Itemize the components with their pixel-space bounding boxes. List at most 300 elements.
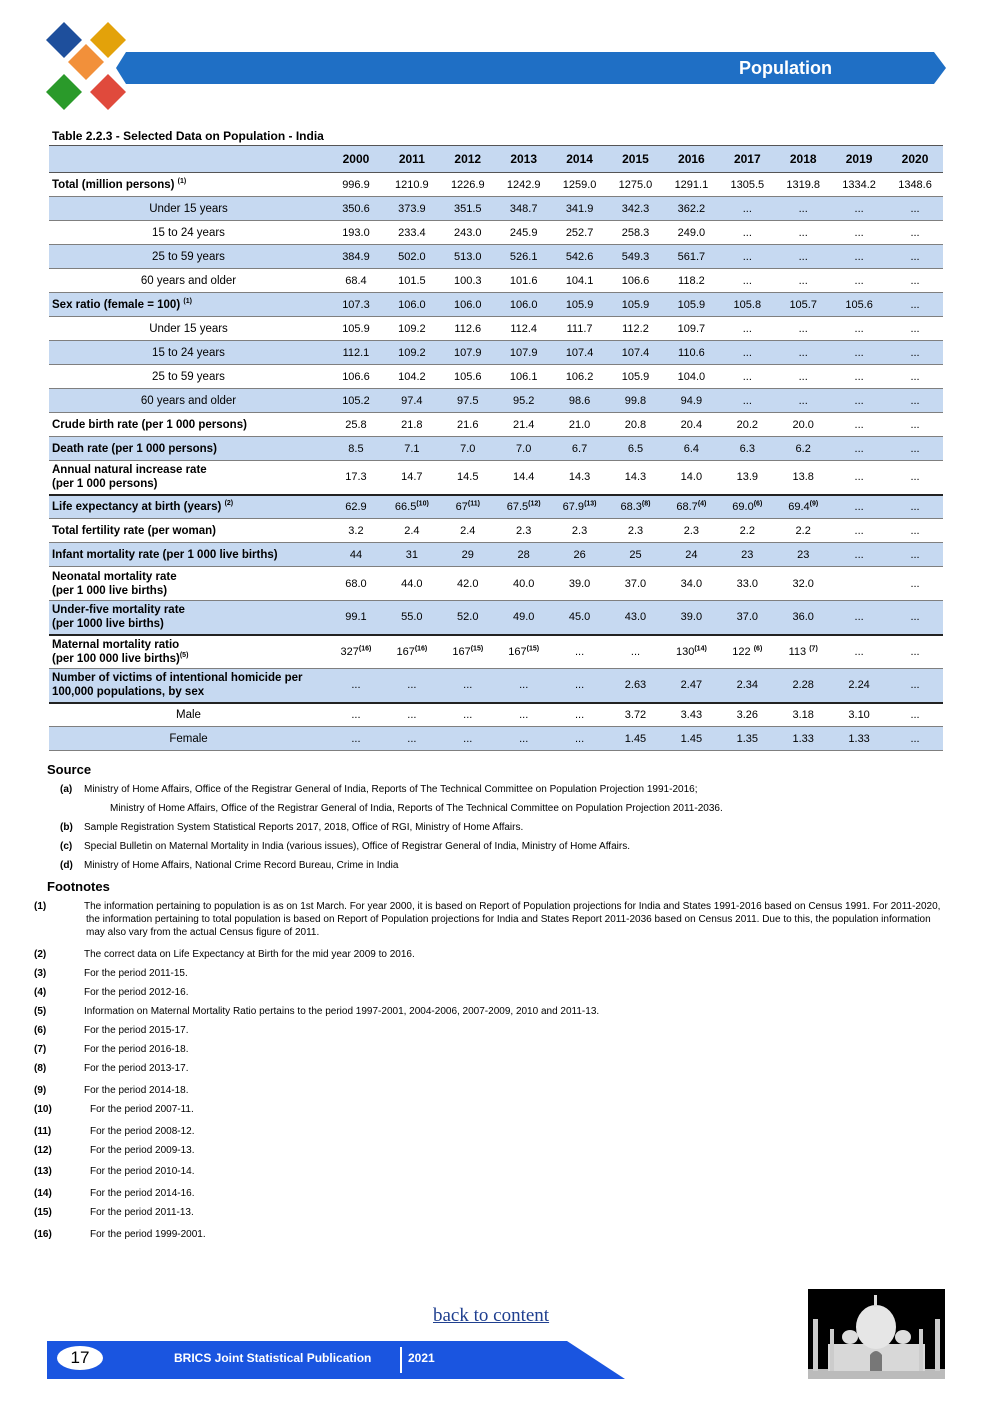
- table-cell: 6.4: [663, 437, 719, 461]
- table-cell: 2.3: [496, 519, 552, 543]
- table-cell: 14.7: [384, 461, 440, 495]
- table-row: [49, 669, 943, 703]
- row-label: [49, 413, 328, 437]
- table-cell: 111.7: [552, 317, 608, 341]
- table-cell: 105.8: [719, 293, 775, 317]
- row-label: [49, 437, 328, 461]
- row-label-text: Neonatal mortality rate: [52, 570, 177, 583]
- table-cell: ...: [831, 437, 887, 461]
- table-cell: 3.10: [831, 703, 887, 727]
- footnote-key: (15): [34, 1207, 52, 1218]
- table-cell: 45.0: [552, 601, 608, 635]
- table-cell: 99.8: [608, 389, 664, 413]
- table-cell: 24: [663, 543, 719, 567]
- table-cell: 21.4: [496, 413, 552, 437]
- table-cell: 105.2: [328, 389, 384, 413]
- table-cell: 1.45: [663, 727, 719, 751]
- source-key: (d): [60, 860, 73, 871]
- table-cell: 67.5$^{(12)}$: [496, 495, 552, 519]
- table-cell: 130$^{(14)}$: [663, 635, 719, 669]
- table-cell: 101.5: [384, 269, 440, 293]
- table-row: [49, 567, 943, 601]
- table-cell: 1319.8: [775, 173, 831, 197]
- row-label: [49, 601, 328, 635]
- table-row: [49, 413, 943, 437]
- table-cell: 502.0: [384, 245, 440, 269]
- table-cell: 52.0: [440, 601, 496, 635]
- row-label-text: 100,000 populations, by sex: [52, 686, 205, 699]
- table-cell: 20.0: [775, 413, 831, 437]
- table-cell: ...: [719, 197, 775, 221]
- source-text: Sample Registration System Statistical Reports 2017, 2018, Office of RGI, Ministry of Home Affairs.: [84, 822, 524, 833]
- table-cell: 104.1: [552, 269, 608, 293]
- table-cell: 105.9: [552, 293, 608, 317]
- table-row: [49, 601, 943, 635]
- table-cell: 122 $^{(6)}$: [719, 635, 775, 669]
- table-cell: 44: [328, 543, 384, 567]
- table-cell: ...: [831, 221, 887, 245]
- table-cell: ...: [887, 197, 943, 221]
- table-cell: ...: [831, 245, 887, 269]
- table-cell: 1275.0: [608, 173, 664, 197]
- row-label: [49, 341, 328, 365]
- year-header: 2013: [496, 146, 552, 173]
- table-cell: 6.7: [552, 437, 608, 461]
- table-cell: 39.0: [552, 567, 608, 601]
- row-label-text: Under 15 years: [149, 202, 228, 215]
- footer-separator: [400, 1347, 402, 1373]
- table-cell: 98.6: [552, 389, 608, 413]
- table-cell: 1.45: [608, 727, 664, 751]
- table-cell: 36.0: [775, 601, 831, 635]
- source-item: [60, 821, 930, 834]
- row-label: [49, 703, 328, 727]
- table-cell: 6.2: [775, 437, 831, 461]
- source-text: Ministry of Home Affairs, Office of the Registrar General of India, Reports of The Technical Committee on Population Projection 1991-2016;: [84, 784, 698, 795]
- table-cell: 1305.5: [719, 173, 775, 197]
- cell-footnote: (15): [470, 645, 484, 653]
- table-cell: ...: [831, 601, 887, 635]
- table-cell: ...: [887, 601, 943, 635]
- row-label: [49, 567, 328, 601]
- table-cell: 106.6: [328, 365, 384, 389]
- table-cell: 1259.0: [552, 173, 608, 197]
- row-label: [49, 635, 328, 669]
- table-cell: ...: [552, 635, 608, 669]
- table-cell: 21.0: [552, 413, 608, 437]
- table-cell: ...: [328, 703, 384, 727]
- footnote-text: For the period 2013-17.: [84, 1063, 189, 1074]
- table-cell: 110.6: [663, 341, 719, 365]
- footnote-text: For the period 2014-18.: [84, 1085, 189, 1096]
- table-cell: ...: [775, 317, 831, 341]
- table-cell: 167$^{(16)}$: [384, 635, 440, 669]
- row-label-text: 15 to 24 years: [152, 346, 225, 359]
- table-cell: 341.9: [552, 197, 608, 221]
- table-cell: 351.5: [440, 197, 496, 221]
- table-cell: ...: [384, 703, 440, 727]
- table-cell: 67.9$^{(13)}$: [552, 495, 608, 519]
- footnote-key: (3): [34, 968, 47, 979]
- row-label: [49, 727, 328, 751]
- row-label: [49, 245, 328, 269]
- table-cell: 105.9: [608, 293, 664, 317]
- footnote-text: The correct data on Life Expectancy at Birth for the mid year 2009 to 2016.: [84, 949, 415, 960]
- footnote-item: [34, 1005, 944, 1018]
- table-cell: 29: [440, 543, 496, 567]
- table-row: [49, 519, 943, 543]
- table-cell: ...: [775, 269, 831, 293]
- cell-footnote: (14): [694, 645, 707, 653]
- cell-footnote: (6): [753, 645, 763, 653]
- table-cell: 106.1: [496, 365, 552, 389]
- table-cell: 233.4: [384, 221, 440, 245]
- table-cell: ...: [440, 703, 496, 727]
- table-cell: ...: [887, 567, 943, 601]
- table-cell: 112.4: [496, 317, 552, 341]
- footnote-item: [34, 967, 944, 980]
- source-text: Ministry of Home Affairs, Office of the Registrar General of India, Reports of The Technical Committee on Population Projection 2011-2036.: [110, 803, 723, 814]
- table-cell: 14.4: [496, 461, 552, 495]
- table-cell: 1334.2: [831, 173, 887, 197]
- table-cell: 109.2: [384, 341, 440, 365]
- footnote-key: (4): [34, 987, 47, 998]
- table-cell: 362.2: [663, 197, 719, 221]
- table-cell: ...: [719, 269, 775, 293]
- footnote-key: (14): [34, 1188, 52, 1199]
- footnote-key: (13): [34, 1166, 52, 1177]
- table-row: [49, 293, 943, 317]
- cell-footnote: (9): [809, 500, 819, 508]
- table-cell: 107.4: [608, 341, 664, 365]
- table-cell: ...: [552, 669, 608, 703]
- row-label-text: Total (million persons): [52, 178, 175, 191]
- table-cell: 549.3: [608, 245, 664, 269]
- table-cell: 101.6: [496, 269, 552, 293]
- table-cell: ...: [887, 365, 943, 389]
- table-cell: ...: [831, 635, 887, 669]
- table-row: [49, 221, 943, 245]
- table-cell: 526.1: [496, 245, 552, 269]
- footnote-key: (5): [34, 1006, 47, 1017]
- table-cell: 109.2: [384, 317, 440, 341]
- table-cell: ...: [719, 341, 775, 365]
- table-cell: ...: [831, 413, 887, 437]
- table-cell: ...: [887, 437, 943, 461]
- table-cell: ...: [608, 635, 664, 669]
- cell-footnote: (13): [584, 500, 597, 508]
- footnote-text: For the period 2015-17.: [84, 1025, 189, 1036]
- table-cell: ...: [887, 245, 943, 269]
- row-label-text: Number of victims of intentional homicide per: [52, 672, 303, 685]
- row-label: [49, 461, 328, 495]
- table-cell: ...: [887, 669, 943, 703]
- source-key: (b): [60, 822, 73, 833]
- row-label-text: 25 to 59 years: [152, 250, 225, 263]
- year-header: 2000: [328, 146, 384, 173]
- row-label-text: Infant mortality rate (per 1 000 live births): [52, 548, 278, 561]
- table-cell: 342.3: [608, 197, 664, 221]
- table-cell: 106.0: [384, 293, 440, 317]
- row-label-text: Under 15 years: [149, 322, 228, 335]
- table-cell: ...: [775, 245, 831, 269]
- year-header: 2016: [663, 146, 719, 173]
- back-to-content-link[interactable]: back to content: [433, 1305, 550, 1326]
- table-cell: ...: [775, 221, 831, 245]
- table-cell: 105.7: [775, 293, 831, 317]
- table-cell: 32.0: [775, 567, 831, 601]
- table-cell: 39.0: [663, 601, 719, 635]
- row-label: [49, 293, 328, 317]
- table-cell: ...: [831, 389, 887, 413]
- row-label: [49, 173, 328, 197]
- table-row: [49, 635, 943, 669]
- table-cell: 1.33: [831, 727, 887, 751]
- table-cell: 69.4$^{(9)}$: [775, 495, 831, 519]
- table-cell: 1242.9: [496, 173, 552, 197]
- footnote-key: (12): [34, 1145, 52, 1156]
- header-blank: [49, 146, 328, 173]
- row-label: [49, 365, 328, 389]
- table-cell: ...: [552, 727, 608, 751]
- row-label-text: Crude birth rate (per 1 000 persons): [52, 418, 247, 431]
- table-cell: 3.26: [719, 703, 775, 727]
- table-cell: 105.9: [608, 365, 664, 389]
- table-cell: 37.0: [719, 601, 775, 635]
- footnote-text: For the period 2010-14.: [90, 1166, 195, 1177]
- footnote-item: [34, 1206, 944, 1219]
- table-row: [49, 389, 943, 413]
- table-cell: 107.9: [496, 341, 552, 365]
- row-label-text: Female: [169, 732, 208, 745]
- row-label-text: Life expectancy at birth (years): [52, 500, 222, 513]
- table-cell: 350.6: [328, 197, 384, 221]
- table-cell: 14.3: [552, 461, 608, 495]
- cell-footnote: (8): [641, 500, 651, 508]
- table-cell: 513.0: [440, 245, 496, 269]
- table-row: [49, 727, 943, 751]
- table-cell: ...: [440, 669, 496, 703]
- table-cell: 109.7: [663, 317, 719, 341]
- table-cell: 62.9: [328, 495, 384, 519]
- footnote-item: [34, 1103, 944, 1116]
- table-cell: 258.3: [608, 221, 664, 245]
- footnote-text: For the period 2007-11.: [90, 1104, 194, 1115]
- table-cell: ...: [831, 519, 887, 543]
- footnote-text: For the period 2009-13.: [90, 1145, 195, 1156]
- footnote-item: [34, 1043, 944, 1056]
- table-cell: 94.9: [663, 389, 719, 413]
- table-row: [49, 543, 943, 567]
- table-cell: 68.4: [328, 269, 384, 293]
- table-cell: 68.3$^{(8)}$: [608, 495, 664, 519]
- cell-footnote: (7): [809, 645, 818, 653]
- table-cell: 25: [608, 543, 664, 567]
- row-label: [49, 269, 328, 293]
- table-cell: 17.3: [328, 461, 384, 495]
- table-cell: 106.2: [552, 365, 608, 389]
- table-cell: 2.24: [831, 669, 887, 703]
- table-cell: 28: [496, 543, 552, 567]
- table-cell: 97.4: [384, 389, 440, 413]
- cell-footnote: (12): [528, 500, 541, 508]
- row-label: [49, 317, 328, 341]
- table-cell: 2.2: [719, 519, 775, 543]
- table-cell: ...: [719, 389, 775, 413]
- table-cell: 1210.9: [384, 173, 440, 197]
- table-cell: 327$^{(16)}$: [328, 635, 384, 669]
- table-cell: 8.5: [328, 437, 384, 461]
- publication-year: 2021: [408, 1351, 435, 1365]
- table-cell: 68.0: [328, 567, 384, 601]
- table-cell: ...: [831, 197, 887, 221]
- cell-footnote: (6): [753, 500, 763, 508]
- table-cell: 2.3: [663, 519, 719, 543]
- row-label: [49, 389, 328, 413]
- table-cell: ...: [831, 317, 887, 341]
- row-label-text: Maternal mortality ratio: [52, 638, 180, 651]
- footnote-text: For the period 2011-15.: [84, 968, 188, 979]
- table-cell: ...: [831, 365, 887, 389]
- table-cell: 105.9: [663, 293, 719, 317]
- footnote-key: (11): [34, 1126, 52, 1137]
- table-cell: 44.0: [384, 567, 440, 601]
- table-cell: 23: [719, 543, 775, 567]
- row-label-footnote: (2): [224, 499, 234, 507]
- table-row: [49, 495, 943, 519]
- footnotes-heading: Footnotes: [47, 879, 110, 894]
- table-cell: 348.7: [496, 197, 552, 221]
- table-cell: ...: [887, 727, 943, 751]
- cell-footnote: (10): [416, 500, 429, 508]
- row-label-text: Annual natural increase rate: [52, 464, 207, 477]
- table-cell: 3.43: [663, 703, 719, 727]
- table-cell: 243.0: [440, 221, 496, 245]
- footnote-text: For the period 2008-12.: [90, 1126, 195, 1137]
- footnote-text: For the period 1999-2001.: [90, 1229, 206, 1240]
- table-cell: 252.7: [552, 221, 608, 245]
- table-cell: 14.3: [608, 461, 664, 495]
- table-cell: 112.6: [440, 317, 496, 341]
- table-cell: 21.6: [440, 413, 496, 437]
- table-cell: 3.18: [775, 703, 831, 727]
- row-label-text: Death rate (per 1 000 persons): [52, 442, 217, 455]
- table-cell: 113 $^{(7)}$: [775, 635, 831, 669]
- table-cell: 104.0: [663, 365, 719, 389]
- table-cell: 34.0: [663, 567, 719, 601]
- table-cell: 3.2: [328, 519, 384, 543]
- year-header: 2019: [831, 146, 887, 173]
- table-cell: 384.9: [328, 245, 384, 269]
- table-row: [49, 461, 943, 495]
- cell-footnote: (11): [467, 500, 480, 508]
- row-label-text: 25 to 59 years: [152, 370, 225, 383]
- source-heading: Source: [47, 762, 92, 777]
- row-label-text: Under-five mortality rate: [52, 604, 185, 617]
- footnote-key: (8): [34, 1063, 47, 1074]
- table-row: [49, 197, 943, 221]
- year-header: 2012: [440, 146, 496, 173]
- table-cell: ...: [440, 727, 496, 751]
- table-cell: ...: [887, 389, 943, 413]
- table-cell: 7.0: [496, 437, 552, 461]
- row-label: [49, 197, 328, 221]
- cell-footnote: (16): [414, 645, 428, 653]
- source-item: [60, 840, 930, 853]
- table-cell: 13.8: [775, 461, 831, 495]
- table-cell: 26: [552, 543, 608, 567]
- table-row: [49, 173, 943, 197]
- table-cell: 1291.1: [663, 173, 719, 197]
- table-cell: 2.34: [719, 669, 775, 703]
- table-cell: ...: [887, 543, 943, 567]
- table-cell: ...: [887, 519, 943, 543]
- table-cell: 99.1: [328, 601, 384, 635]
- table-cell: 49.0: [496, 601, 552, 635]
- table-cell: ...: [887, 221, 943, 245]
- table-cell: ...: [775, 197, 831, 221]
- table-cell: ...: [887, 413, 943, 437]
- table-cell: ...: [719, 221, 775, 245]
- table-cell: 23: [775, 543, 831, 567]
- table-cell: ...: [831, 341, 887, 365]
- table-cell: ...: [775, 341, 831, 365]
- table-cell: 245.9: [496, 221, 552, 245]
- footnote-text: The information pertaining to population is as on 1st March. For year 2000, it is based on Report of Population projections for India and States 1991-2016 based on Census 1991. For 2011-2020, the information pertaining to total population is based on Report of Population projections for India and States Report 2011-2036 based on Census 2011. Due to this, the population information may also vary from the actual Census figure of 2011.: [84, 901, 941, 938]
- table-cell: 106.0: [440, 293, 496, 317]
- table-cell: 20.2: [719, 413, 775, 437]
- row-label: [49, 669, 328, 703]
- table-cell: ...: [887, 495, 943, 519]
- table-cell: 3.72: [608, 703, 664, 727]
- table-cell: ...: [719, 365, 775, 389]
- source-text: Special Bulletin on Maternal Mortality in India (various issues), Office of Registrar General of India, Ministry of Home Affairs.: [84, 841, 630, 852]
- table-cell: ...: [887, 269, 943, 293]
- row-label-text: (per 100 000 live births): [52, 652, 180, 665]
- footnote-text: For the period 2012-16.: [84, 987, 189, 998]
- table-cell: ...: [775, 365, 831, 389]
- table-cell: ...: [328, 727, 384, 751]
- table-cell: 1.35: [719, 727, 775, 751]
- table-cell: 1348.6: [887, 173, 943, 197]
- table-cell: 112.1: [328, 341, 384, 365]
- row-label-text: Total fertility rate (per woman): [52, 524, 217, 537]
- table-cell: ...: [887, 341, 943, 365]
- table-cell: 20.4: [663, 413, 719, 437]
- table-cell: 55.0: [384, 601, 440, 635]
- row-label: [49, 519, 328, 543]
- table-cell: 104.2: [384, 365, 440, 389]
- table-cell: 6.3: [719, 437, 775, 461]
- source-item: [86, 802, 956, 815]
- table-cell: 112.2: [608, 317, 664, 341]
- table-cell: 105.9: [328, 317, 384, 341]
- table-cell: 67$^{(11)}$: [440, 495, 496, 519]
- row-label-text: 15 to 24 years: [152, 226, 225, 239]
- footnote-key: (16): [34, 1229, 52, 1240]
- table-cell: 373.9: [384, 197, 440, 221]
- row-label-footnote: (1): [177, 177, 187, 185]
- table-cell: 106.6: [608, 269, 664, 293]
- table-row: [49, 317, 943, 341]
- table-cell: ...: [384, 727, 440, 751]
- footnote-key: (9): [34, 1085, 47, 1096]
- table-cell: ...: [887, 317, 943, 341]
- table-cell: 95.2: [496, 389, 552, 413]
- footnote-item: [34, 1165, 944, 1178]
- table-cell: ...: [328, 669, 384, 703]
- table-cell: 2.4: [384, 519, 440, 543]
